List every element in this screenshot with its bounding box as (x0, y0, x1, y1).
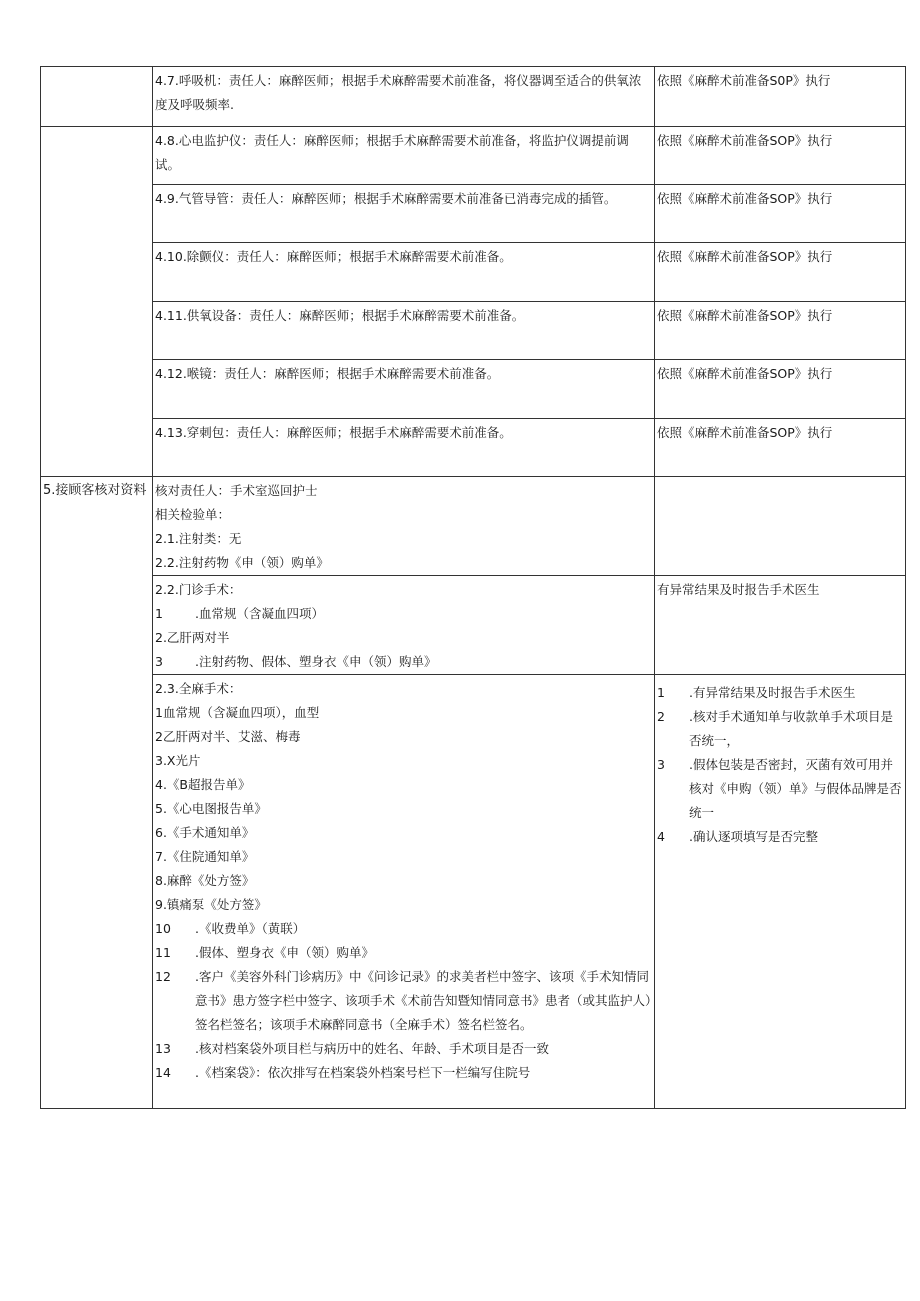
table-row (41, 477, 906, 576)
list-item: 3.X光片 (155, 753, 201, 768)
list-item (155, 965, 652, 1037)
item-note (655, 419, 906, 477)
item-text (153, 360, 655, 419)
item-number: 14 (155, 1065, 171, 1080)
item-4-11-text: 4.11.供氧设备：责任人：麻醉医师；根据手术麻醉需要术前准备。 (155, 308, 525, 323)
list-item (657, 705, 903, 753)
list-item (155, 650, 652, 674)
block3-cell (153, 675, 655, 1109)
item-text (153, 67, 655, 127)
item-text: .核对手术通知单与收款单手术项目是否统一， (689, 709, 893, 748)
table-row (41, 185, 906, 243)
list-item: 8.麻醉《处方签》 (155, 873, 255, 888)
item-4-12-text: 4.12.喉镜：责任人：麻醉医师；根据手术麻醉需要术前准备。 (155, 366, 500, 381)
block1-line: 2.2.注射药物《申（领）购单》 (155, 555, 329, 570)
table-row (41, 419, 906, 477)
sop-table (40, 66, 906, 1109)
list-item (657, 753, 903, 825)
list-item (155, 917, 652, 941)
item-4-13-text: 4.13.穿刺包：责任人：麻醉医师；根据手术麻醉需要术前准备。 (155, 425, 512, 440)
item-note (655, 67, 906, 127)
item-number: 1 (155, 606, 163, 621)
block1-line: 2.1.注射类：无 (155, 531, 242, 546)
item-text (153, 419, 655, 477)
block2-note-cell (655, 576, 906, 675)
item-number: 10 (155, 921, 171, 936)
list-item (657, 825, 903, 849)
list-item: 6.《手术通知单》 (155, 825, 255, 840)
item-text (153, 127, 655, 185)
item-number: 12 (155, 969, 171, 984)
item-4-11-note: 依照《麻醉术前准备SOP》执行 (657, 308, 833, 323)
list-item: 2.乙肝两对半 (155, 630, 230, 645)
item-number: 3 (155, 654, 163, 669)
item-text: .假体、塑身衣《申（领）购单》 (195, 945, 374, 960)
list-item: 1血常规（含凝血四项），血型 (155, 705, 320, 720)
list-item: 2乙肝两对半、艾滋、梅毒 (155, 729, 301, 744)
item-note (655, 127, 906, 185)
table-row (41, 675, 906, 1109)
item-note (655, 243, 906, 302)
item-text (153, 243, 655, 302)
item-note (655, 302, 906, 360)
item-4-10-text: 4.10.除颤仪：责任人：麻醉医师；根据手术麻醉需要术前准备。 (155, 249, 512, 264)
item-4-9-note: 依照《麻醉术前准备SOP》执行 (657, 191, 833, 206)
list-item: 7.《住院通知单》 (155, 849, 255, 864)
list-item: 5.《心电图报告单》 (155, 801, 267, 816)
table-row (41, 302, 906, 360)
item-note (655, 360, 906, 419)
item-number: 2 (657, 709, 665, 724)
item-text: .核对档案袋外项目栏与病历中的姓名、年龄、手术项目是否一致 (195, 1041, 549, 1056)
block3-title: 2.3.全麻手术： (155, 681, 242, 696)
list-item: 4.《B超报告单》 (155, 777, 251, 792)
item-number: 11 (155, 945, 171, 960)
list-item (155, 1061, 652, 1081)
item-text: .假体包装是否密封，灭菌有效可用并核对《申购（领）单》与假体品牌是否统一 (689, 757, 902, 820)
item-4-8-text: 4.8.心电监护仪：责任人：麻醉医师；根据手术麻醉需要术前准备，将监护仪调提前调试。 (155, 133, 629, 172)
item-4-10-note: 依照《麻醉术前准备SOP》执行 (657, 249, 833, 264)
table-row (41, 67, 906, 127)
list-item (155, 1037, 652, 1061)
block2-title: 2.2.门诊手术： (155, 582, 242, 597)
item-text: .《档案袋》：依次排写在档案袋外档案号栏下一栏编写住院号 (195, 1065, 531, 1080)
block1-line: 核对责任人：手术室巡回护士 (155, 483, 318, 498)
list-item (155, 602, 652, 626)
item-4-12-note: 依照《麻醉术前准备SOP》执行 (657, 366, 833, 381)
item-4-9-text: 4.9.气管导管：责任人：麻醉医师；根据手术麻醉需要术前准备已消毒完成的插管。 (155, 191, 617, 206)
item-4-13-note: 依照《麻醉术前准备SOP》执行 (657, 425, 833, 440)
item-text: .客户《美容外科门诊病历》中《问诊记录》的求美者栏中签字、该项《手术知情同意书》患方签字栏中签字、该项手术《术前告知暨知情同意书》患者（或其监护人）签名栏签名；该项手术麻醉同意书（全麻手术）签名栏签名。 (195, 969, 652, 1032)
item-text: .注射药物、假体、塑身衣《申（领）购单》 (195, 654, 437, 669)
block1-line: 相关检验单： (155, 507, 231, 522)
block3-note-cell (655, 675, 906, 1109)
block1-cell (153, 477, 655, 576)
item-number: 4 (657, 829, 665, 844)
section-5-label: 5.接顾客核对资料 (43, 483, 147, 498)
block1-note-cell (655, 477, 906, 576)
item-4-7-note: 依照《麻醉术前准备S0P》执行 (657, 73, 831, 88)
item-note (655, 185, 906, 243)
item-text: .有异常结果及时报告手术医生 (689, 685, 856, 700)
list-item: 9.镇痛泵《处方签》 (155, 897, 267, 912)
item-number: 1 (657, 685, 665, 700)
item-text (153, 185, 655, 243)
item-number: 13 (155, 1041, 171, 1056)
table-row (41, 576, 906, 675)
item-text: .《收费单》（黄联） (195, 921, 306, 936)
list-item (155, 941, 652, 965)
block2-cell (153, 576, 655, 675)
item-text: .确认逐项填写是否完整 (689, 829, 818, 844)
list-item (657, 681, 903, 705)
section-5-cell (41, 477, 153, 1109)
section-cell (41, 67, 153, 127)
block2-note: 有异常结果及时报告手术医生 (657, 582, 820, 597)
item-text (153, 302, 655, 360)
table-row (41, 127, 906, 185)
section-cell (41, 127, 153, 477)
table-row (41, 360, 906, 419)
item-number: 3 (657, 757, 665, 772)
item-text: .血常规（含凝血四项） (195, 606, 324, 621)
item-4-8-note: 依照《麻醉术前准备SOP》执行 (657, 133, 833, 148)
table-row (41, 243, 906, 302)
item-4-7-text: 4.7.呼吸机：责任人：麻醉医师；根据手术麻醉需要术前准备，将仪器调至适合的供氧浓度及呼吸频率. (155, 73, 642, 112)
